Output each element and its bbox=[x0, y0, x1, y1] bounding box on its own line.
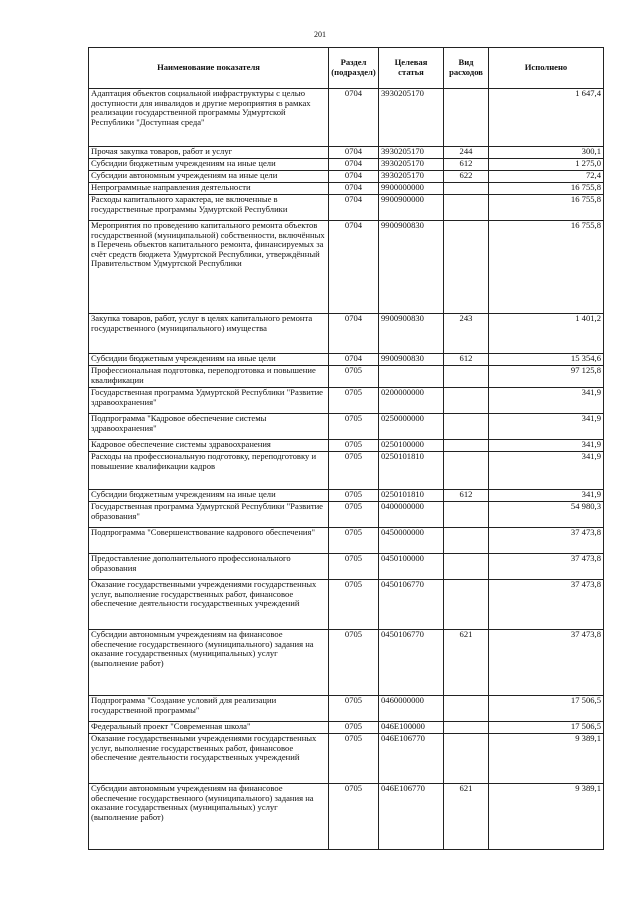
row-target: 9900900830 bbox=[379, 221, 444, 314]
row-expense bbox=[444, 722, 489, 734]
row-target: 0250000000 bbox=[379, 414, 444, 440]
table-header-row bbox=[89, 48, 604, 89]
row-name: Оказание государственными учреждениями государственных услуг, выполнение государственных работ, финансовое обеспечение деятельности государственных учреждений bbox=[89, 580, 329, 630]
row-section: 0705 bbox=[329, 528, 379, 554]
row-name: Субсидии автономным учреждениям на иные цели bbox=[89, 171, 329, 183]
row-section: 0704 bbox=[329, 314, 379, 354]
table-row bbox=[89, 734, 604, 784]
row-target: 046E106770 bbox=[379, 734, 444, 784]
row-expense bbox=[444, 528, 489, 554]
row-section: 0705 bbox=[329, 722, 379, 734]
table-row bbox=[89, 528, 604, 554]
row-executed: 16 755,8 bbox=[489, 183, 604, 195]
row-section: 0705 bbox=[329, 388, 379, 414]
row-expense bbox=[444, 89, 489, 147]
row-executed: 37 473,8 bbox=[489, 528, 604, 554]
row-section: 0705 bbox=[329, 366, 379, 388]
row-target: 3930205170 bbox=[379, 147, 444, 159]
row-name: Закупка товаров, работ, услуг в целях капитального ремонта государственного (муниципального) имущества bbox=[89, 314, 329, 354]
table-row bbox=[89, 171, 604, 183]
table-row bbox=[89, 314, 604, 354]
row-name: Субсидии автономным учреждениям на финансовое обеспечение государственного (муниципального) задания на оказание государственных (муниципальных) услуг (выполнение работ) bbox=[89, 784, 329, 850]
row-executed: 16 755,8 bbox=[489, 195, 604, 221]
row-name: Государственная программа Удмуртской Республики "Развитие образования" bbox=[89, 502, 329, 528]
row-section: 0704 bbox=[329, 183, 379, 195]
row-section: 0705 bbox=[329, 554, 379, 580]
row-target: 046E100000 bbox=[379, 722, 444, 734]
row-section: 0704 bbox=[329, 171, 379, 183]
row-target: 0250101810 bbox=[379, 452, 444, 490]
table-row bbox=[89, 580, 604, 630]
row-expense: 243 bbox=[444, 314, 489, 354]
row-expense: 621 bbox=[444, 784, 489, 850]
table-row bbox=[89, 221, 604, 314]
row-name: Предоставление дополнительного профессионального образования bbox=[89, 554, 329, 580]
row-expense bbox=[444, 183, 489, 195]
row-expense bbox=[444, 195, 489, 221]
table-row bbox=[89, 554, 604, 580]
row-name: Подпрограмма "Создание условий для реализации государственной программы" bbox=[89, 696, 329, 722]
header-target: Целевая статья bbox=[379, 48, 444, 89]
row-expense bbox=[444, 696, 489, 722]
row-expense bbox=[444, 580, 489, 630]
row-name: Мероприятия по проведению капитального ремонта объектов государственной (муниципальной) собственности, включённых в Перечень объектов капитального ремонта, финансируемых за счёт средств бюджета Удмуртской Республики, утверждённый Правительством Удмуртской Республики bbox=[89, 221, 329, 314]
row-name: Субсидии бюджетным учреждениям на иные цели bbox=[89, 159, 329, 171]
row-name: Подпрограмма "Кадровое обеспечение системы здравоохранения" bbox=[89, 414, 329, 440]
row-expense bbox=[444, 366, 489, 388]
row-name: Расходы капитального характера, не включенные в государственные программы Удмуртской Республики bbox=[89, 195, 329, 221]
row-expense bbox=[444, 502, 489, 528]
row-target: 3930205170 bbox=[379, 159, 444, 171]
header-executed: Исполнено bbox=[489, 48, 604, 89]
row-expense bbox=[444, 554, 489, 580]
table-row bbox=[89, 366, 604, 388]
row-name: Субсидии бюджетным учреждениям на иные цели bbox=[89, 490, 329, 502]
row-executed: 300,1 bbox=[489, 147, 604, 159]
row-section: 0704 bbox=[329, 195, 379, 221]
table-row bbox=[89, 452, 604, 490]
table-row bbox=[89, 696, 604, 722]
row-executed: 37 473,8 bbox=[489, 554, 604, 580]
row-target: 3930205170 bbox=[379, 89, 444, 147]
row-section: 0705 bbox=[329, 502, 379, 528]
row-executed: 17 506,5 bbox=[489, 722, 604, 734]
row-expense: 612 bbox=[444, 490, 489, 502]
row-section: 0705 bbox=[329, 490, 379, 502]
row-section: 0705 bbox=[329, 696, 379, 722]
row-executed: 1 401,2 bbox=[489, 314, 604, 354]
row-target bbox=[379, 366, 444, 388]
table-row bbox=[89, 722, 604, 734]
row-executed: 9 389,1 bbox=[489, 784, 604, 850]
row-name: Расходы на профессиональную подготовку, переподготовку и повышение квалификации кадров bbox=[89, 452, 329, 490]
row-target: 9900900830 bbox=[379, 354, 444, 366]
row-section: 0704 bbox=[329, 159, 379, 171]
row-name: Непрограммные направления деятельности bbox=[89, 183, 329, 195]
row-target: 0200000000 bbox=[379, 388, 444, 414]
row-expense: 612 bbox=[444, 354, 489, 366]
row-target: 0450106770 bbox=[379, 630, 444, 696]
row-executed: 37 473,8 bbox=[489, 580, 604, 630]
header-section: Раздел (подраздел) bbox=[329, 48, 379, 89]
row-executed: 341,9 bbox=[489, 452, 604, 490]
row-expense bbox=[444, 221, 489, 314]
table-row bbox=[89, 147, 604, 159]
table-row bbox=[89, 440, 604, 452]
row-section: 0705 bbox=[329, 414, 379, 440]
table-row bbox=[89, 388, 604, 414]
row-target: 0250100000 bbox=[379, 440, 444, 452]
row-target: 0250101810 bbox=[379, 490, 444, 502]
budget-table bbox=[88, 47, 604, 850]
row-target: 0450000000 bbox=[379, 528, 444, 554]
row-section: 0704 bbox=[329, 89, 379, 147]
row-target: 0400000000 bbox=[379, 502, 444, 528]
row-executed: 341,9 bbox=[489, 414, 604, 440]
page-number: 201 bbox=[314, 30, 326, 39]
row-expense bbox=[444, 452, 489, 490]
row-executed: 17 506,5 bbox=[489, 696, 604, 722]
row-executed: 341,9 bbox=[489, 388, 604, 414]
table-row bbox=[89, 195, 604, 221]
table-row bbox=[89, 630, 604, 696]
row-section: 0704 bbox=[329, 354, 379, 366]
row-target: 0450106770 bbox=[379, 580, 444, 630]
row-name: Кадровое обеспечение системы здравоохранения bbox=[89, 440, 329, 452]
row-expense: 622 bbox=[444, 171, 489, 183]
row-name: Профессиональная подготовка, переподготовка и повышение квалификации bbox=[89, 366, 329, 388]
row-executed: 341,9 bbox=[489, 490, 604, 502]
row-expense bbox=[444, 734, 489, 784]
row-target: 046E106770 bbox=[379, 784, 444, 850]
table-row bbox=[89, 183, 604, 195]
table-row bbox=[89, 354, 604, 366]
row-target: 0460000000 bbox=[379, 696, 444, 722]
row-target: 9900900830 bbox=[379, 314, 444, 354]
row-executed: 15 354,6 bbox=[489, 354, 604, 366]
row-target: 0450100000 bbox=[379, 554, 444, 580]
row-name: Субсидии автономным учреждениям на финансовое обеспечение государственного (муниципального) задания на оказание государственных (муниципальных) услуг (выполнение работ) bbox=[89, 630, 329, 696]
row-name: Государственная программа Удмуртской Республики "Развитие здравоохранения" bbox=[89, 388, 329, 414]
row-executed: 54 980,3 bbox=[489, 502, 604, 528]
row-target: 9900000000 bbox=[379, 183, 444, 195]
row-target: 3930205170 bbox=[379, 171, 444, 183]
row-section: 0705 bbox=[329, 452, 379, 490]
row-section: 0704 bbox=[329, 221, 379, 314]
row-name: Оказание государственными учреждениями государственных услуг, выполнение государственных работ, финансовое обеспечение деятельности государственных учреждений bbox=[89, 734, 329, 784]
row-name: Прочая закупка товаров, работ и услуг bbox=[89, 147, 329, 159]
row-expense: 621 bbox=[444, 630, 489, 696]
table-row bbox=[89, 159, 604, 171]
row-name: Подпрограмма "Совершенствование кадрового обеспечения" bbox=[89, 528, 329, 554]
row-section: 0705 bbox=[329, 580, 379, 630]
row-executed: 9 389,1 bbox=[489, 734, 604, 784]
row-executed: 341,9 bbox=[489, 440, 604, 452]
table-row bbox=[89, 784, 604, 850]
row-expense bbox=[444, 414, 489, 440]
row-section: 0705 bbox=[329, 630, 379, 696]
row-expense: 244 bbox=[444, 147, 489, 159]
table-row bbox=[89, 490, 604, 502]
row-executed: 72,4 bbox=[489, 171, 604, 183]
row-section: 0705 bbox=[329, 440, 379, 452]
row-target: 9900900000 bbox=[379, 195, 444, 221]
row-executed: 97 125,8 bbox=[489, 366, 604, 388]
row-executed: 1 275,0 bbox=[489, 159, 604, 171]
row-name: Адаптация объектов социальной инфраструктуры с целью доступности для инвалидов и другие мероприятия в рамках реализации государственной программы Удмуртской Республики "Доступная среда" bbox=[89, 89, 329, 147]
row-executed: 1 647,4 bbox=[489, 89, 604, 147]
table-row bbox=[89, 89, 604, 147]
row-expense bbox=[444, 388, 489, 414]
row-section: 0705 bbox=[329, 784, 379, 850]
row-section: 0704 bbox=[329, 147, 379, 159]
header-name: Наименование показателя bbox=[89, 48, 329, 89]
row-section: 0705 bbox=[329, 734, 379, 784]
row-name: Федеральный проект "Современная школа" bbox=[89, 722, 329, 734]
row-expense: 612 bbox=[444, 159, 489, 171]
row-executed: 37 473,8 bbox=[489, 630, 604, 696]
table-row bbox=[89, 414, 604, 440]
row-executed: 16 755,8 bbox=[489, 221, 604, 314]
table-row bbox=[89, 502, 604, 528]
row-name: Субсидии бюджетным учреждениям на иные цели bbox=[89, 354, 329, 366]
header-expense: Вид расходов bbox=[444, 48, 489, 89]
row-expense bbox=[444, 440, 489, 452]
